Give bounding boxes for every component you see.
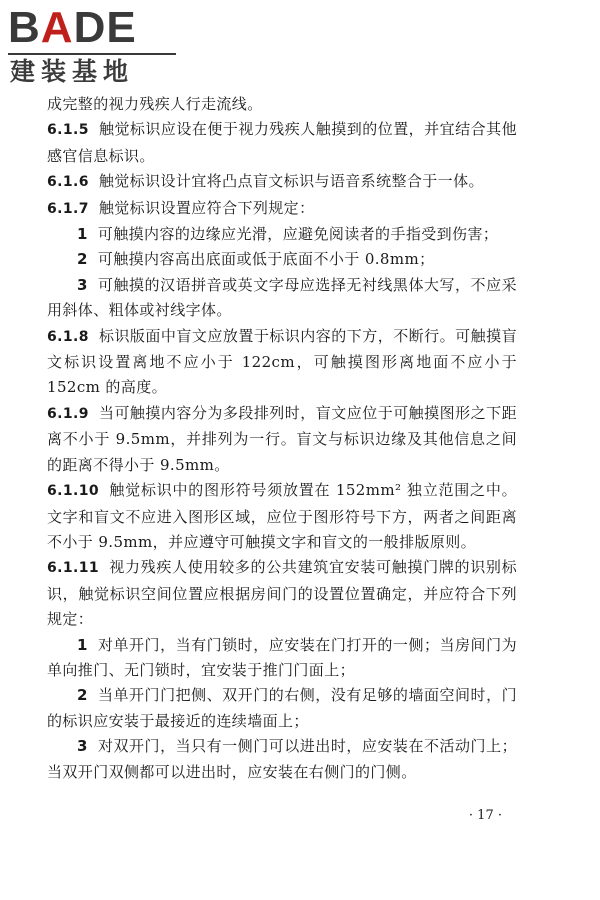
item-number: 3 xyxy=(77,275,88,294)
paragraph-continuation xyxy=(47,92,517,117)
clause-text: 视力残疾人使用较多的公共建筑宜安装可触摸门牌的识别标识，触觉标识空间位置应根据房间门的设置位置确定，并应符合下列规定： xyxy=(47,558,517,629)
item-number: 2 xyxy=(77,250,88,269)
logo-subtitle: 建装基地 xyxy=(10,57,135,86)
clause-number: 6.1.11 xyxy=(47,560,100,577)
clause-text: 标识版面中盲文应放置于标识内容的下方，不断行。可触摸盲文标识设置离地不应小于 122cm，可触摸图形离地面不应小于 152cm 的高度。 xyxy=(47,326,517,397)
clause-number: 6.1.7 xyxy=(47,200,89,217)
logo-wordmark-accent: A xyxy=(40,3,74,52)
list-item xyxy=(47,683,517,734)
item-text: 对单开门，当有门锁时，应安装在门打开的一侧；当房间门为单向推门、无门锁时，宜安装于推门门面上； xyxy=(47,635,517,679)
logo-divider xyxy=(8,53,176,55)
item-text: 可触摸内容的边缘应光滑，应避免阅读者的手指受到伤害； xyxy=(97,225,499,244)
list-item xyxy=(47,734,517,785)
page-number: · 17 · xyxy=(468,808,502,823)
clause-number: 6.1.6 xyxy=(47,174,89,191)
clause-number: 6.1.5 xyxy=(47,122,89,139)
clause-6-1-8 xyxy=(47,324,517,401)
document-body xyxy=(47,92,517,785)
item-number: 2 xyxy=(77,686,88,705)
clause-6-1-6 xyxy=(47,169,517,195)
item-number: 1 xyxy=(77,635,88,654)
clause-6-1-11 xyxy=(47,555,517,632)
logo-wordmark-part2: DE xyxy=(73,3,137,52)
paragraph-text: 成完整的视力残疾人行走流线。 xyxy=(47,95,263,113)
clause-text: 触觉标识应设在便于视力残疾人触摸到的位置，并宜结合其他感官信息标识。 xyxy=(47,120,517,165)
clause-number: 6.1.8 xyxy=(47,328,89,345)
clause-text: 触觉标识中的图形符号须放置在 152mm² 独立范围之中。文字和盲文不应进入图形区域，应位于图形符号下方，两者之间距离不小于 9.5mm，并应遵守可触摸文字和盲文的一般排版原则。 xyxy=(47,481,517,551)
list-item xyxy=(47,273,517,324)
item-text: 可触摸的汉语拼音或英文字母应选择无衬线黑体大写，不应采用斜体、粗体或衬线字体。 xyxy=(47,275,517,320)
logo-wordmark-part1: B xyxy=(8,3,41,52)
clause-number: 6.1.9 xyxy=(47,405,89,422)
list-item xyxy=(47,222,517,247)
clause-number: 6.1.10 xyxy=(47,483,100,500)
item-number: 1 xyxy=(77,225,88,244)
item-text: 当单开门门把侧、双开门的右侧，没有足够的墙面空间时，门的标识应安装于最接近的连续墙面上； xyxy=(47,686,517,730)
clause-6-1-5 xyxy=(47,117,517,169)
clause-text: 当可触摸内容分为多段排列时，盲文应位于可触摸图形之下距离不小于 9.5mm，并排列为一行。盲文与标识边缘及其他信息之间的距离不得小于 9.5mm。 xyxy=(47,403,517,474)
clause-text: 触觉标识设置应符合下列规定： xyxy=(98,198,315,217)
list-item xyxy=(47,633,517,684)
publisher-logo xyxy=(8,3,183,88)
logo-wordmark xyxy=(8,3,137,52)
clause-6-1-7 xyxy=(47,196,517,222)
clause-6-1-10 xyxy=(47,478,517,555)
item-text: 对双开门，当只有一侧门可以进出时，应安装在不活动门上；当双开门双侧都可以进出时，应安装在右侧门的门侧。 xyxy=(47,737,517,781)
list-item xyxy=(47,247,517,272)
item-text: 可触摸内容高出底面或低于底面不小于 0.8mm； xyxy=(97,250,435,269)
clause-text: 触觉标识设计宜将凸点盲文标识与语音系统整合于一体。 xyxy=(98,172,484,191)
item-number: 3 xyxy=(77,737,88,756)
clause-6-1-9 xyxy=(47,401,517,478)
